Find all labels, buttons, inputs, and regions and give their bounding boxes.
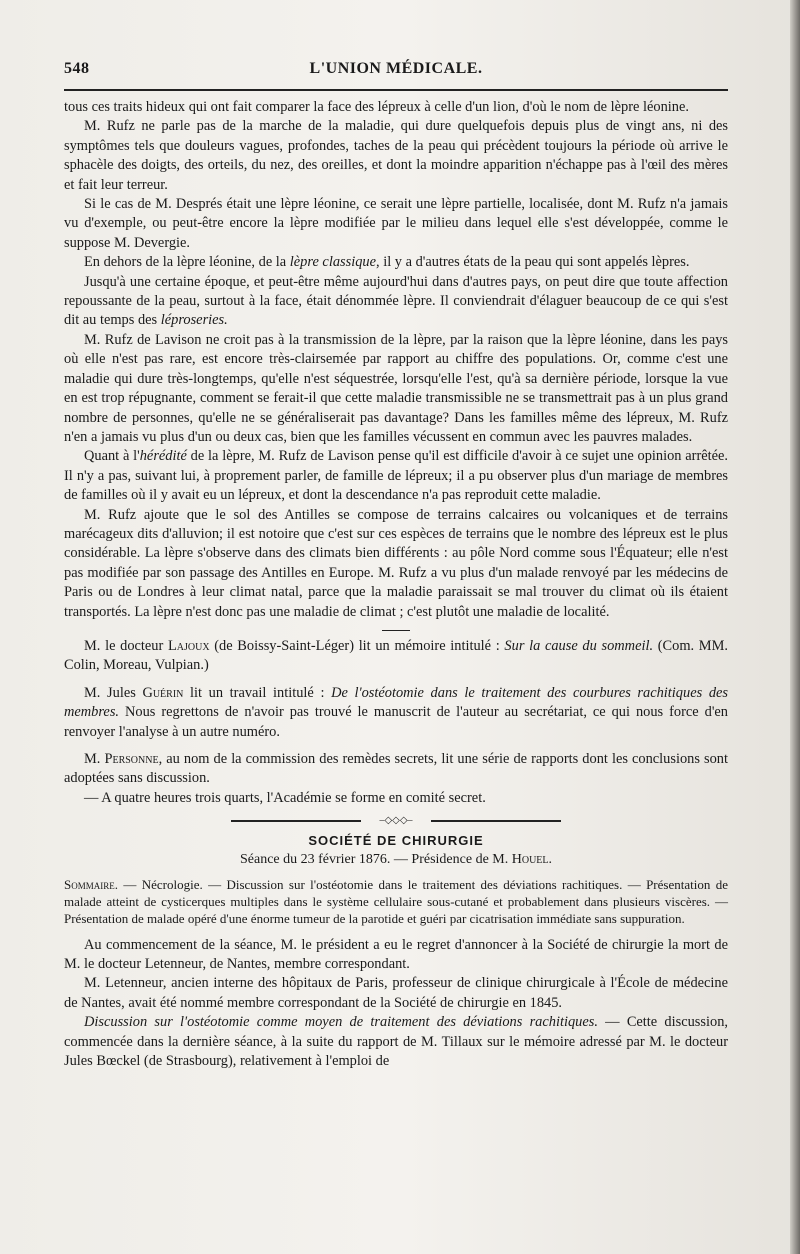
text-run: Nous regrettons de n'avoir pas trouvé le manuscrit de l'auteur au secrétariat, ce qui nous force d'en renvoyer l'analyse à un autre numéro. (64, 704, 728, 740)
paragraph: — A quatre heures trois quarts, l'Académie se forme en comité secret. (84, 789, 486, 806)
text-run: M. le docteur (84, 637, 168, 654)
italic-run: lèpre classique (289, 254, 376, 271)
text-run: En dehors de la lèpre léonine, de la (84, 254, 290, 271)
page-edge-shadow (790, 0, 800, 1254)
section-title: SOCIÉTÉ DE CHIRURGIE (308, 833, 484, 849)
paragraph (64, 253, 728, 272)
text-run: M. (84, 751, 105, 767)
italic-run: Sur la cause du sommeil. (504, 637, 654, 654)
journal-title: L'UNION MÉDICALE. (309, 60, 483, 77)
paragraph (64, 1013, 728, 1071)
text-run: , il y a d'autres états de la peau qui sont appelés lèpres. (376, 254, 690, 271)
summary-text (64, 877, 728, 927)
text-run: Quant à l' (84, 448, 140, 465)
author-name: Guérin (142, 684, 184, 701)
text-run: — Cette discussion, commencée dans la dernière séance, à la suite du rapport de M. Tillaux sur le mémoire adressé par M. le docteur Jules Bœckel (de Strasbourg), relativement à l'emploi de (64, 1014, 728, 1070)
italic-run: léproseries. (160, 312, 228, 329)
text-run: de la lèpre, M. Rufz de Lavison pense qu'il est difficile d'avoir à ce sujet une opinion arrêtée. Il n'y a pas, suivant lui, à proprement parler, de famille de lépreux; il a pu observer plus d'un mariage de membres de familles où il y avait eu un lépreux, et dont la descendance n'a pas reproduit cette maladie. (64, 448, 728, 504)
spacer (64, 928, 728, 936)
paragraph: tous ces traits hideux qui ont fait comparer la face des lépreux à celle d'un lion, d'où le nom de lèpre léonine. (64, 99, 689, 115)
paragraph (64, 684, 728, 742)
italic-run: Discussion sur l'ostéotomie comme moyen de traitement des déviations rachitiques. (84, 1014, 598, 1031)
page-number: 548 (64, 60, 90, 77)
paragraph: Si le cas de M. Després était une lèpre léonine, ce serait une lèpre partielle, localisée, dont M. Rufz n'a jamais vu d'exemple, ou peut-être encore la lèpre modifiée par le milieu dans lequel elle s'est développée, comme le suppose M. Devergie. (64, 196, 728, 251)
paragraph: M. Rufz ne parle pas de la marche de la maladie, qui dure quelquefois depuis plus de vingt ans, ni des symptômes tels que douleurs vagues, profondes, taches de la peau qui précèdent toujours la période où arrive le sphacèle des doigts, des orteils, du nez, des oreilles, et dont la moindre apparition n'échappe pas à l'œil des mères et fait leur terreur. (64, 118, 728, 193)
italic-run: De l'ostéotomie dans le traitement des courbures rachitiques des membres. (64, 684, 728, 721)
president-name: Houel (511, 852, 549, 868)
text-run: . — Nécrologie. — Discussion sur l'ostéotomie dans le traitement des déviations rachitiques. — Présentation de malade atteint de cysticerques multiples dans le système cellulaire sous-cutané et probablement dans plusieurs viscères. — Présentation de malade opéré d'une énorme tumeur de la parotide et guéri par cicatrisation immédiate sans suppuration. (64, 877, 728, 926)
text-column (64, 98, 728, 1071)
paragraph (64, 447, 728, 505)
spacer (64, 676, 728, 684)
text-run: . (548, 852, 553, 868)
spacer (64, 742, 728, 750)
text-run: M. Jules (84, 684, 143, 701)
text-run: lit un travail intitulé : (183, 684, 332, 701)
paragraph: M. Rufz ajoute que le sol des Antilles se compose de terrains calcaires ou volcaniques et de terrains marécageux dits d'alluvion; il est notoire que c'est sur ces espèces de terrains que le nombre des lépreux est le plus considérable. La lèpre s'observe dans des climats bien différents : au pôle Nord comme sous l'Équateur; elle n'est pas modifiée par son passage des Antilles en Europe. M. Rufz a vu plus d'un malade renvoyé par les médecins de Paris ou de Londres à leur climat natal, parce que la maladie paraissait se mal trouver du climat où ils étaient transportés. La lèpre n'est donc pas une maladie de climat ; c'est plutôt une maladie de localité. (64, 506, 728, 620)
text-run: Séance du 23 février 1876. — Présidence de M. (239, 852, 512, 868)
paragraph (64, 750, 728, 789)
italic-run: hérédité (139, 448, 187, 465)
text-run: (Com. MM. Colin, Moreau, Vulpian.) (64, 637, 728, 674)
header-rule (64, 89, 728, 91)
separator-rule (382, 630, 410, 631)
ornament-glyph: –◇◇◇– (379, 815, 413, 827)
session-line (64, 850, 728, 869)
text-run: (de Boissy-Saint-Léger) lit un mémoire intitulé : (209, 637, 505, 654)
summary-block (64, 877, 728, 927)
section-ornament (231, 816, 561, 826)
author-name: Lajoux (167, 637, 210, 654)
text-run: , au nom de la commission des remèdes secrets, lit une série de rapports dont les conclusions sont adoptées sans discussion. (64, 751, 728, 787)
paragraph: M. Letenneur, ancien interne des hôpitaux de Paris, professeur de clinique chirurgicale à l'École de médecine de Nantes, avait été nommé membre correspondant de la Société de chirurgie en 1845. (64, 975, 728, 1011)
text-run: Jusqu'à une certaine époque, et peut-être même aujourd'hui dans d'autres pays, on peut dire que toute affection repoussante de la peau, surtout à la face, était dénommée lèpre. Il conviendrait d'élaguer beaucoup de ce qui s'est dit au temps des (64, 273, 728, 329)
ornament-line-right (431, 820, 561, 822)
paragraph: Au commencement de la séance, M. le président a eu le regret d'annoncer à la Société de chirurgie la mort de M. le docteur Letenneur, de Nantes, membre correspondant. (64, 936, 728, 973)
paragraph (64, 273, 728, 331)
paragraph (64, 637, 728, 676)
running-head (64, 60, 728, 84)
summary-label: Sommaire (64, 877, 115, 893)
paragraph: M. Rufz de Lavison ne croit pas à la transmission de la lèpre, par la raison que la lèpre léonine, dans les pays où elle n'est pas rare, est encore très-clairsemée par rapport au chiffre des populations. Or, comme c'est une maladie qui dure très-longtemps, qu'elle n'est séquestrée, lorsqu'elle l'est, qu'à sa dernière période, lorsque la vue en est trop répugnante, comment se ferait-il que cette maladie transmissible ne se transmettrait pas à un plus grand nombre de personnes, qu'elle ne se généraliserait pas davantage? Dans les familles même des lépreux, M. Rufz n'en a jamais vu plus d'un ou deux cas, bien que les familles vécussent en commun avec les pauvres malades. (64, 331, 728, 445)
author-name: Personne (104, 751, 159, 767)
ornament-line-left (231, 820, 361, 822)
